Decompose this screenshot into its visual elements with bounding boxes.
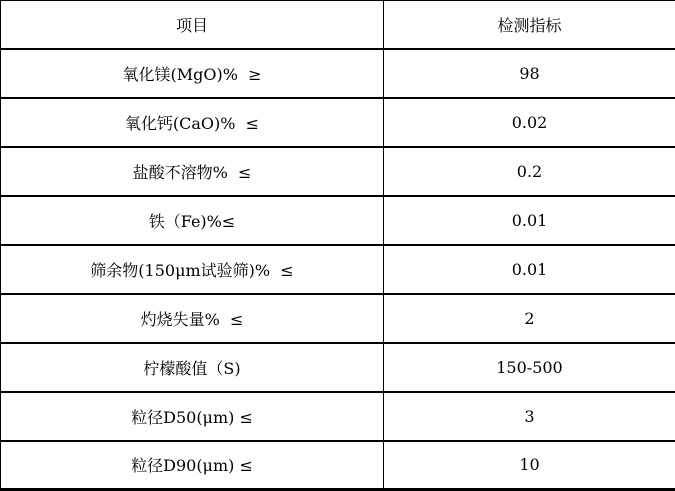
value-cell: 2 — [384, 294, 675, 343]
table-row — [1, 441, 675, 490]
value-cell: 98 — [384, 49, 675, 98]
item-cell: 灼烧失量% ≤ — [1, 294, 384, 343]
item-cell: 粒径D90(μm) ≤ — [1, 441, 384, 490]
item-cell: 氧化镁(MgO)% ≥ — [1, 49, 384, 98]
value-cell: 0.02 — [384, 98, 675, 147]
table-row — [1, 147, 675, 196]
item-cell: 粒径D50(μm) ≤ — [1, 392, 384, 441]
table-row — [1, 196, 675, 245]
header-cell-indicator: 检测指标 — [384, 1, 675, 50]
table-row — [1, 245, 675, 294]
table-row — [1, 49, 675, 98]
table-row — [1, 98, 675, 147]
value-cell: 10 — [384, 441, 675, 490]
item-cell: 柠檬酸值（S) — [1, 343, 384, 392]
value-cell: 0.01 — [384, 245, 675, 294]
table-row — [1, 343, 675, 392]
item-cell: 氧化钙(CaO)% ≤ — [1, 98, 384, 147]
header-cell-item: 项目 — [1, 1, 384, 50]
item-cell: 盐酸不溶物% ≤ — [1, 147, 384, 196]
table-row — [1, 294, 675, 343]
item-cell: 筛余物(150μm试验筛)% ≤ — [1, 245, 384, 294]
value-cell: 3 — [384, 392, 675, 441]
item-cell: 铁（Fe)%≤ — [1, 196, 384, 245]
table-row — [1, 392, 675, 441]
value-cell: 0.2 — [384, 147, 675, 196]
value-cell: 0.01 — [384, 196, 675, 245]
value-cell: 150-500 — [384, 343, 675, 392]
header-row — [1, 1, 675, 50]
